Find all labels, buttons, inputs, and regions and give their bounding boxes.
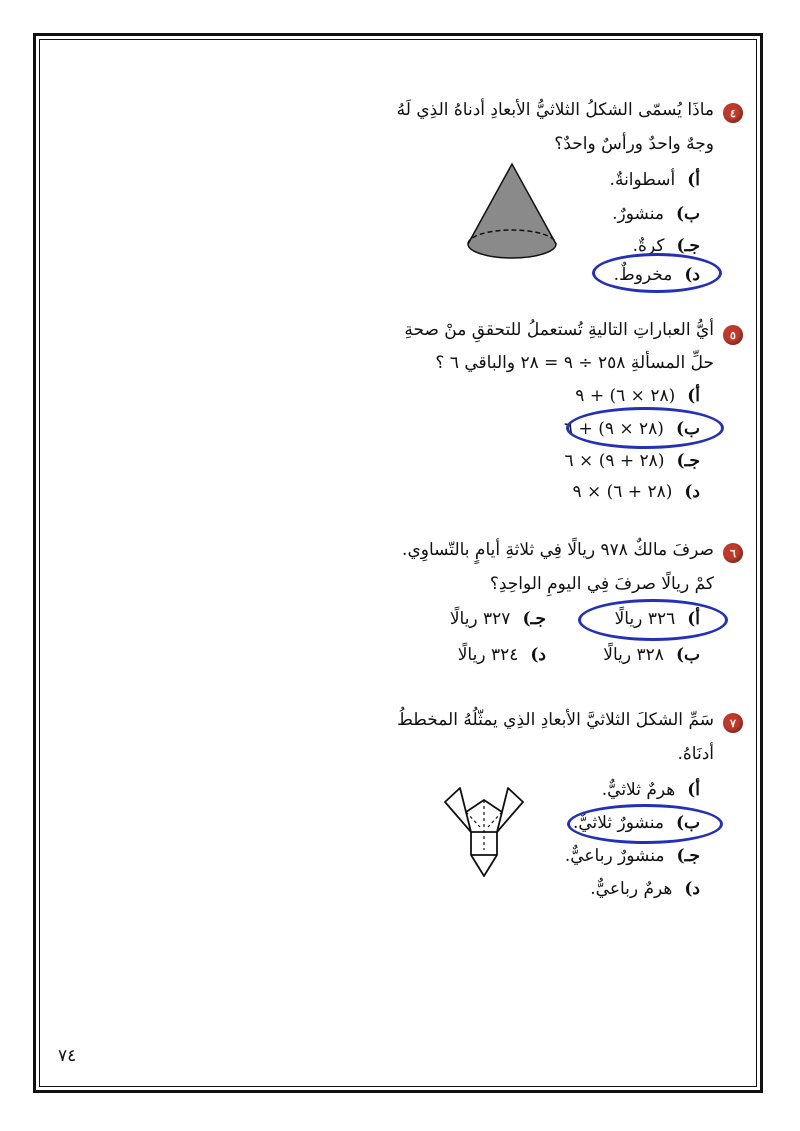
- question-number-badge: ٧: [723, 713, 743, 733]
- question-4-option-d[interactable]: د)مخروطٌ.: [613, 265, 700, 285]
- question-6-line-2: كمْ ريالًا صرفَ فِي اليومِ الواحِدِ؟: [489, 574, 714, 594]
- question-number-badge: ٦: [723, 543, 743, 563]
- question-5-option-d[interactable]: د)(٢٨ + ٦) × ٩: [572, 482, 700, 502]
- question-6-stem: [374, 540, 714, 600]
- question-number-badge: ٥: [723, 325, 743, 345]
- question-6-option-c[interactable]: جـ)٣٢٧ ريالًا: [449, 609, 546, 629]
- question-4-stem: [394, 100, 714, 160]
- question-6-option-a[interactable]: أ)٣٢٦ ريالًا: [614, 609, 700, 629]
- question-7-option-b[interactable]: ب)منشورٌ ثلاثيٌّ.: [572, 813, 700, 833]
- question-7-option-c[interactable]: جـ)منشورٌ رباعيٌّ.: [564, 846, 700, 866]
- answer-circle: [566, 407, 724, 449]
- question-5-option-a[interactable]: أ)(٢٨ × ٦) + ٩: [575, 386, 700, 406]
- question-6-line-1: صرفَ مالكٌ ٩٧٨ ريالًا فِي ثلاثةِ أيامٍ بالتّساوِي.: [402, 540, 714, 560]
- question-4-line-2: وجهٌ واحدٌ ورأسٌ واحدٌ؟: [554, 134, 714, 154]
- question-7-option-a[interactable]: أ)هرمٌ ثلاثيٌّ.: [601, 780, 700, 800]
- answer-circle: [567, 804, 723, 844]
- question-6-option-d[interactable]: د)٣٢٤ ريالًا: [457, 645, 546, 665]
- question-5-option-b[interactable]: ب)(٢٨ × ٩) + ٦: [564, 419, 700, 439]
- question-5-line-2: حلِّ المسألةِ ٢٥٨ ÷ ٩ = ٢٨ والباقي ٦ ؟: [435, 353, 714, 373]
- question-5-option-c[interactable]: جـ)(٢٨ + ٩) × ٦: [564, 451, 700, 471]
- question-6-option-b[interactable]: ب)٣٢٨ ريالًا: [603, 645, 700, 665]
- prism-net-figure: [440, 780, 530, 880]
- answer-circle: [592, 253, 722, 293]
- question-5-line-1: أيُّ العباراتِ التاليةِ تُستعملُ للتحققِ منْ صحةِ: [404, 320, 714, 340]
- question-7-line-2: أدنَاهُ.: [677, 744, 714, 764]
- question-5-stem: [394, 320, 714, 380]
- question-4-option-b[interactable]: ب)منشورٌ.: [612, 204, 700, 224]
- question-7-line-1: سَمِّ الشكلَ الثلاثيَّ الأبعادِ الذِي يمثّلُهُ المخططُ: [397, 710, 714, 730]
- question-number-badge: ٤: [723, 103, 743, 123]
- question-7-stem: [374, 710, 714, 770]
- answer-circle: [578, 599, 728, 641]
- question-4-option-c[interactable]: جـ)كرةٌ.: [632, 236, 700, 256]
- question-4-option-a[interactable]: أ)أسطوانةٌ.: [609, 170, 700, 190]
- page-number: ٧٤: [58, 1046, 77, 1066]
- cone-figure: [462, 160, 562, 264]
- question-7-option-d[interactable]: د)هرمٌ رباعيٌّ.: [590, 879, 700, 899]
- question-4-line-1: ماذَا يُسمّى الشكلُ الثلاثيُّ الأبعادِ أدناهُ الذِي لَهُ: [396, 100, 714, 120]
